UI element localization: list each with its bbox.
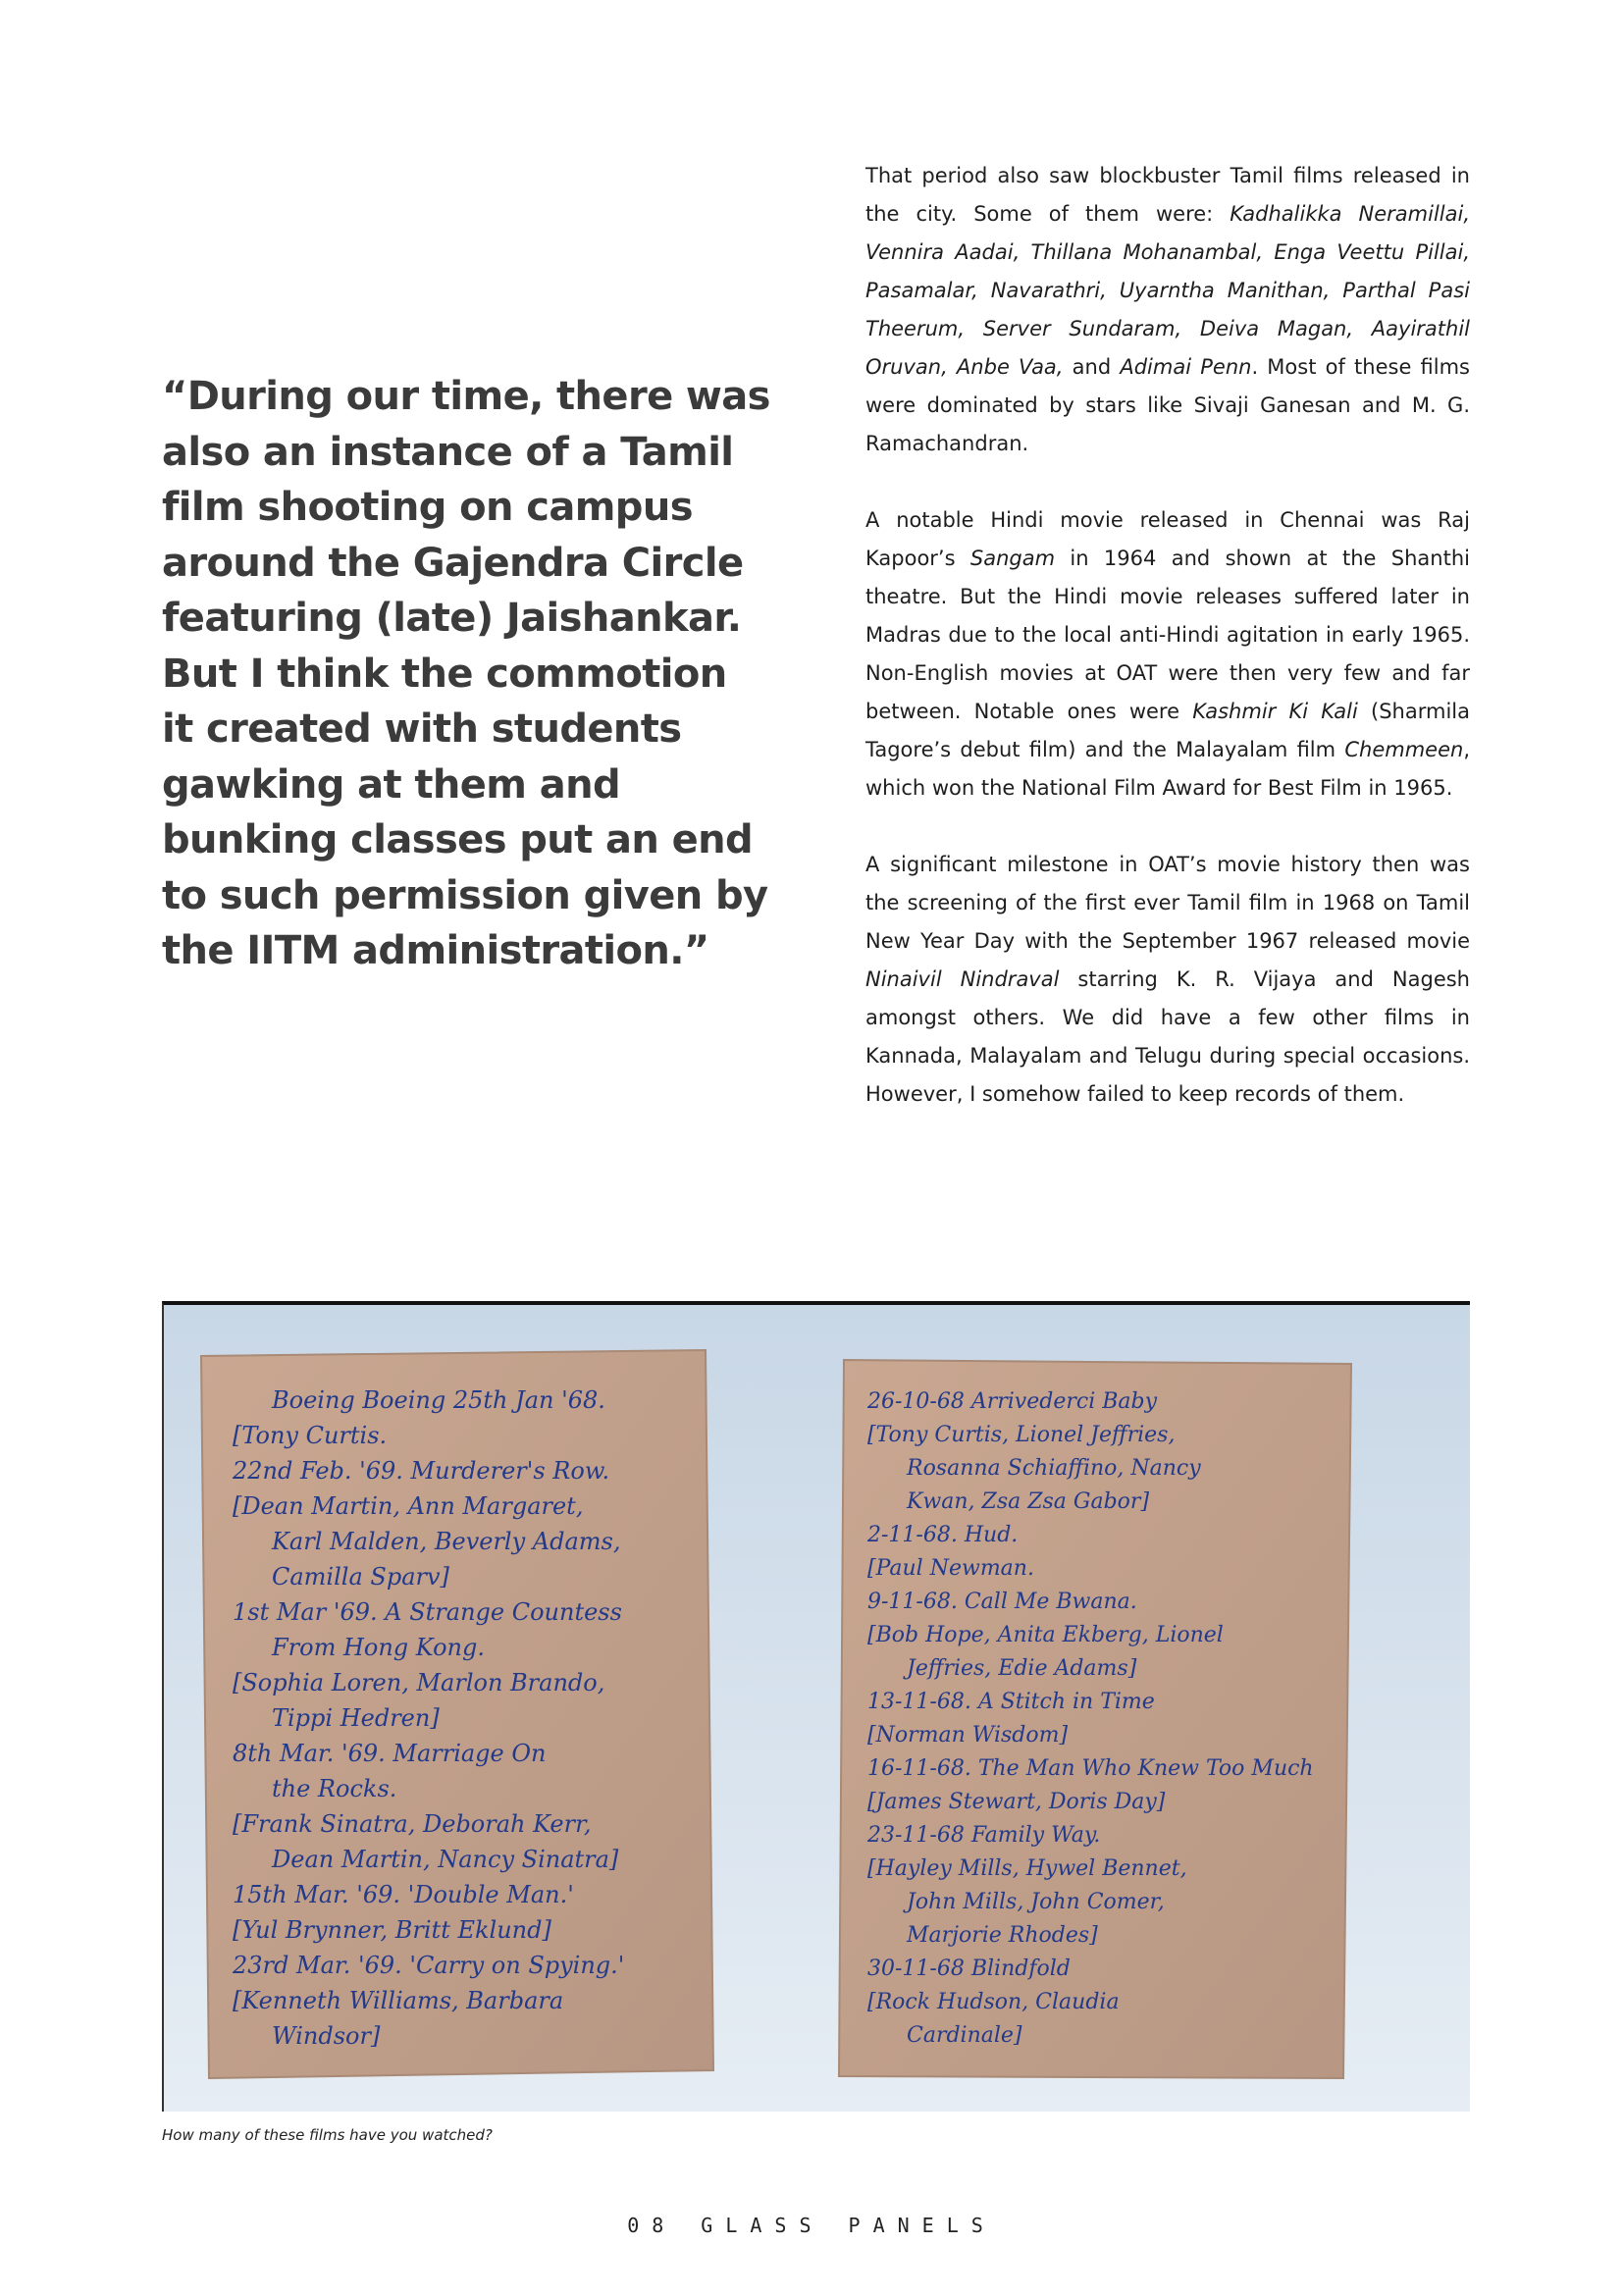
card-line: Camilla Sparv] bbox=[272, 1563, 449, 1591]
card-line: 1st Mar '69. A Strange Countess bbox=[233, 1598, 622, 1626]
card-line: From Hong Kong. bbox=[272, 1634, 485, 1661]
card-line: 15th Mar. '69. 'Double Man.' bbox=[233, 1881, 574, 1908]
card-line: [Paul Newman. bbox=[867, 1556, 1034, 1581]
card-line: 2-11-68. Hud. bbox=[867, 1523, 1019, 1547]
photo-caption: How many of these films have you watched? bbox=[162, 2126, 493, 2144]
card-line: 13-11-68. A Stitch in Time bbox=[867, 1690, 1155, 1714]
card-line: Kwan, Zsa Zsa Gabor] bbox=[907, 1489, 1150, 1514]
paragraph-text: . Most of these films were dominated by stars like Sivaji Ganesan and M. G. Ramachandran. bbox=[865, 355, 1471, 455]
paragraph-text: A significant milestone in OAT’s movie history then was the screening of the first ever Tamil film in 1968 on Tamil New Year Day with the September 1967 released movie bbox=[865, 853, 1470, 953]
film-title: Adimai Penn bbox=[1120, 355, 1252, 379]
card-line: the Rocks. bbox=[272, 1775, 397, 1802]
card-line: Boeing Boeing 25th Jan '68. bbox=[272, 1386, 605, 1414]
card-line: [Dean Martin, Ann Margaret, bbox=[233, 1492, 584, 1520]
paragraph-text: in 1964 and shown at the Shanthi theatre. But the Hindi movie releases suffered later in Madras due to the local anti-Hindi agitation in early 1965. Non-English movies at OAT were then very few and far between. Notable ones were bbox=[865, 547, 1470, 723]
card-line: 22nd Feb. '69. Murderer's Row. bbox=[233, 1457, 610, 1485]
card-line: 9-11-68. Call Me Bwana. bbox=[867, 1590, 1137, 1614]
card-line: Rosanna Schiaffino, Nancy bbox=[907, 1456, 1201, 1481]
card-line: Tippi Hedren] bbox=[272, 1704, 440, 1732]
film-titles: Kadhalikka Neramillai, Vennira Aadai, Thillana Mohanambal, Enga Veettu Pillai, Pasamalar, Navarathri, Uyarntha Manithan, Parthal Pasi Theerum, Server Sundaram, Deiva Magan, Aayirathil Oruvan, Anbe Vaa, bbox=[865, 202, 1471, 379]
card-line: [James Stewart, Doris Day] bbox=[867, 1790, 1166, 1814]
card-line: Karl Malden, Beverly Adams, bbox=[272, 1528, 621, 1555]
card-line: [Kenneth Williams, Barbara bbox=[233, 1987, 564, 2014]
paragraph-text: starring K. R. Vijaya and Nagesh amongst others. We did have a few other films in Kannada, Malayalam and Telugu during special occasions. However, I somehow failed to keep records of them. bbox=[865, 967, 1470, 1106]
pull-quote: “During our time, there was also an instance of a Tamil film shooting on campus around the Gajendra Circle featuring (late) Jaishankar. But I think the commotion it created with students gawking at them and bunking classes put an end to such permission given by the IITM administration.” bbox=[162, 374, 770, 973]
card-line: [Frank Sinatra, Deborah Kerr, bbox=[233, 1810, 592, 1838]
film-records-photo bbox=[162, 1301, 1470, 2112]
card-line: [Yul Brynner, Britt Eklund] bbox=[233, 1916, 551, 1944]
card-line: [Hayley Mills, Hywel Bennet, bbox=[867, 1856, 1187, 1881]
card-line: [Bob Hope, Anita Ekberg, Lionel bbox=[867, 1623, 1224, 1647]
card-line: Windsor] bbox=[272, 2022, 381, 2050]
card-line: 30-11-68 Blindfold bbox=[867, 1957, 1071, 1981]
film-title: Kashmir Ki Kali bbox=[1192, 700, 1358, 723]
card-line: 23-11-68 Family Way. bbox=[867, 1823, 1101, 1848]
page-footer: 08 GLASS PANELS bbox=[627, 2214, 996, 2237]
film-title: Ninaivil Nindraval bbox=[865, 967, 1060, 991]
card-line: Marjorie Rhodes] bbox=[907, 1923, 1098, 1948]
card-line: John Mills, John Comer, bbox=[907, 1890, 1165, 1914]
card-line: Dean Martin, Nancy Sinatra] bbox=[272, 1846, 619, 1873]
card-line: 16-11-68. The Man Who Knew Too Much bbox=[867, 1756, 1314, 1781]
film-title: Chemmeen bbox=[1344, 738, 1464, 761]
card-line: [Sophia Loren, Marlon Brando, bbox=[233, 1669, 605, 1696]
article-body bbox=[865, 157, 1470, 1114]
paragraph-text: and bbox=[1063, 355, 1121, 379]
card-line: [Rock Hudson, Claudia bbox=[867, 1990, 1120, 2014]
card-line: [Norman Wisdom] bbox=[867, 1723, 1069, 1748]
card-line: [Tony Curtis, Lionel Jeffries, bbox=[867, 1423, 1176, 1447]
card-line: Cardinale] bbox=[907, 2023, 1022, 2048]
paragraph-text: , which won the National Film Award for Best Film in 1965. bbox=[865, 738, 1470, 800]
article-paragraph-1 bbox=[865, 157, 1470, 463]
card-line: 26-10-68 Arrivederci Baby bbox=[867, 1389, 1158, 1414]
paragraph-text: (Sharmila Tagore’s debut film) and the Malayalam film bbox=[865, 700, 1470, 761]
paragraph-text: A notable Hindi movie released in Chennai was Raj Kapoor’s bbox=[865, 508, 1470, 570]
card-line: 23rd Mar. '69. 'Carry on Spying.' bbox=[233, 1952, 625, 1979]
film-record-cards-illustration bbox=[164, 1305, 1470, 2112]
paragraph-text: That period also saw blockbuster Tamil films released in the city. Some of them were: bbox=[865, 164, 1470, 226]
card-line: [Tony Curtis. bbox=[233, 1422, 388, 1449]
card-line: 8th Mar. '69. Marriage On bbox=[233, 1740, 547, 1767]
article-paragraph-3 bbox=[865, 846, 1470, 1114]
film-title: Sangam bbox=[969, 547, 1056, 570]
article-paragraph-2 bbox=[865, 501, 1470, 808]
card-line: Jeffries, Edie Adams] bbox=[907, 1656, 1137, 1681]
